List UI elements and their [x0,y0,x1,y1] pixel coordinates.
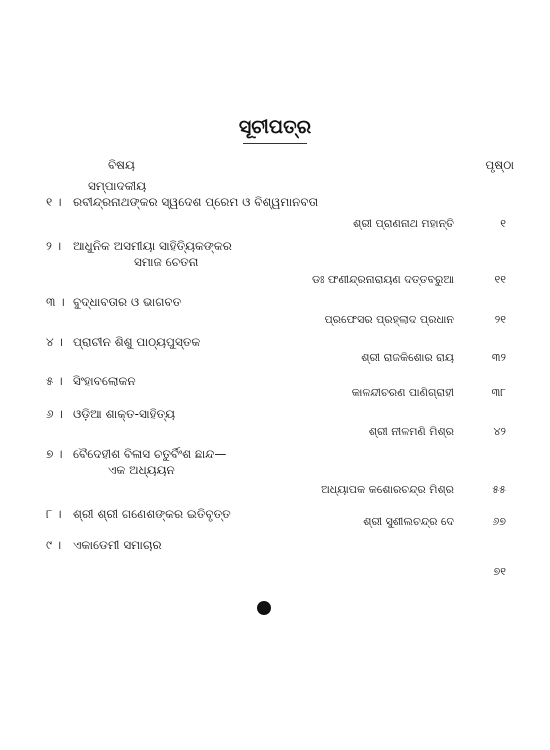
entry-6-number: ୬ । [46,407,63,421]
entry-3-author: ପ୍ରଫେସର ପ୍ରହ୍ଲାଦ ପ୍ରଧାନ [324,313,454,326]
entry-4-page: ୩୨ [491,351,506,364]
entry-1-number: ୧ । [46,195,62,209]
page-bullet [257,601,271,615]
entry-9-title: ଏକାଡେମୀ ସମାଚାର [73,538,162,552]
page-header: ପୃଷ୍ଠା [485,158,514,172]
entry-8-title: ଶ୍ରୀ ଶ୍ରୀ ଗଣେଶଙ୍କର ଇତିବୃତ୍ତ [73,507,231,521]
entry-3-title: ବୁଦ୍ଧାବତାର ଓ ଭାଗବତ [73,295,182,309]
entry-1-page: ୧ [500,217,506,230]
entry-8-author: ଶ୍ରୀ ସୁଶୀଲଚନ୍ଦ୍ର ଦେ [363,515,454,528]
editorial-heading: ସମ୍ପାଦକୀୟ [88,179,147,193]
entry-5-page: ୩୮ [491,386,506,399]
entry-6-author: ଶ୍ରୀ ନୀଳମଣି ମିଶ୍ର [368,425,454,438]
entry-2-title: ଆଧୁନିକ ଅସମୀୟା ସାହିତ୍ୟିକଙ୍କର [73,239,232,253]
entry-7-page: ୫୫ [492,483,506,496]
subject-header: ବିଷୟ [108,158,135,172]
entry-6-title: ଓଡ଼ିଆ ଶାକ୍ତ-ସାହିତ୍ୟ [73,407,176,421]
entry-4-author: ଶ୍ରୀ ରାଜକିଶୋର ରାୟ [361,351,454,364]
entry-9-page: ୭୧ [493,565,506,578]
entry-5-number: ୫ । [46,374,63,388]
entry-3-page: ୨୧ [494,313,506,326]
entry-2-author: ଡଃ ଫଣୀନ୍ଦ୍ରନାରାୟଣ ଦତ୍ତବରୁଆ [311,273,454,286]
entry-7-author: ଅଧ୍ୟାପକ କଶୋରଚନ୍ଦ୍ର ମିଶ୍ର [321,483,454,496]
entry-4-number: ୪ । [46,335,63,349]
entry-5-title: ସିଂହାବଲୋକନ [73,374,136,388]
entry-7-title-line2: ଏକ ଅଧ୍ୟୟନ [108,463,175,477]
entry-2-number: ୨ । [46,239,62,253]
entry-2-page: ୧୧ [494,273,506,286]
entry-8-page: ୬୭ [492,515,506,528]
entry-9-number: ୯ । [46,538,62,552]
entry-4-title: ପ୍ରାଚୀନ ଶିଶୁ ପାଠ୍ୟପୁସ୍ତକ [73,335,201,349]
entry-7-number: ୭ । [46,447,63,461]
entry-6-page: ୪୨ [493,425,506,438]
entry-8-number: ୮ । [46,507,62,521]
page-title: ସୂଚୀପତ୍ର [238,116,312,138]
entry-3-number: ୩ । [46,295,65,309]
title-underline [243,143,307,144]
entry-5-author: କାଳନ୍ଦୀଚରଣ ପାଣିଗ୍ରାହୀ [351,386,454,399]
entry-2-title-line2: ସମାଜ ଚେତନା [134,255,199,269]
entry-7-title: ବୈଦେହୀଶ ବିଳାସ ଚତୁର୍ବିଂଶ ଛାନ୍ଦ— [73,447,227,461]
entry-1-author: ଶ୍ରୀ ପ୍ରାଣନାଥ ମହାନ୍ତି [353,217,454,230]
entry-1-title: ରବୀନ୍ଦ୍ରନାଥଙ୍କର ସ୍ୱଦେଶ ପ୍ରେମ ଓ ବିଶ୍ୱମାନବତା [73,195,319,209]
